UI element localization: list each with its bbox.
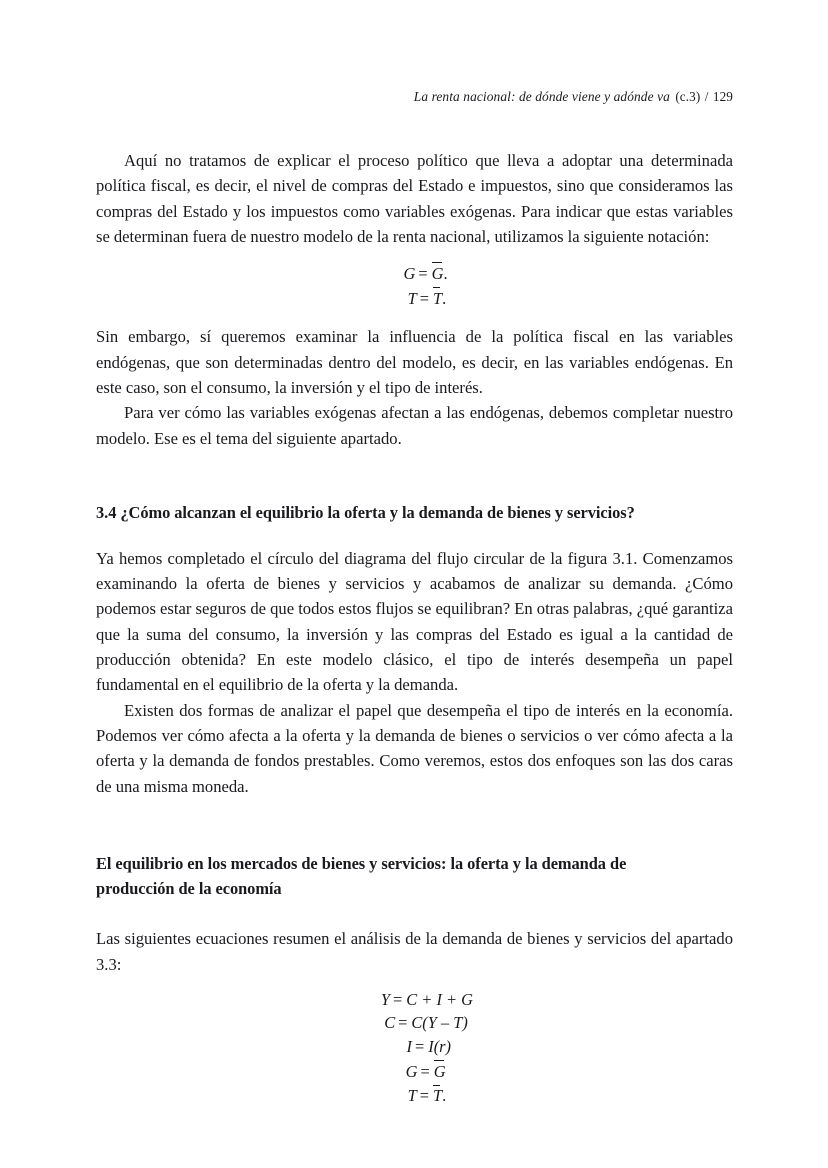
paragraph-5: Existen dos formas de analizar el papel que desempeña el tipo de interés en la economía. Podemos ver cómo afecta a la oferta y la demanda de bienes o servicios o ver cómo afecta a la oferta y la demanda de fondos prestables. Como veremos, estos dos enfoques son las dos caras de una misma moneda. — [96, 700, 733, 796]
paragraph-3: Para ver cómo las variables exógenas afectan a las endógenas, debemos completar nuestro modelo. Ese es el tema del siguiente apartado. — [96, 403, 733, 448]
equation-equals: = — [418, 264, 428, 284]
equation-equals: = — [414, 1037, 425, 1057]
paragraph-1: Aquí no tratamos de explicar el proceso político que lleva a adoptar una determinada política fiscal, es decir, el nivel de compras del Estado e impuestos, sino que consideramos las compras del Estado y los impuestos como variables exógenas. Para indicar que estas variables se determinan fuera de nuestro modelo de la renta nacional, utilizamos la siguiente notación: — [96, 151, 733, 246]
subsection-heading — [96, 851, 733, 901]
overbar-variable: T — [433, 286, 442, 311]
equation-equals: = — [398, 1013, 408, 1033]
equation-t-bar-2 — [383, 1083, 446, 1108]
equation-equals: = — [393, 989, 403, 1009]
equation-lhs: C — [384, 1013, 396, 1033]
equation-i — [378, 1035, 451, 1059]
equation-t-bar — [383, 286, 446, 311]
equation-rhs — [434, 1059, 446, 1084]
paragraph-6: Las siguientes ecuaciones resumen el análisis de la demanda de bienes y servicios del apartado 3.3: — [96, 929, 733, 974]
equation-lhs: G — [405, 1061, 418, 1081]
overbar-variable: T — [433, 1083, 442, 1108]
equation-block-fiscal-notation — [96, 261, 733, 310]
equation-trailing-punctuation: . — [442, 288, 447, 308]
equation-lhs: G — [403, 264, 416, 284]
equation-rhs — [433, 1083, 446, 1108]
paragraph-2: Sin embargo, sí queremos examinar la influencia de la política fiscal en las variables endógenas, que son determinadas dentro del modelo, es decir, en las variables endógenas. En este caso, son el consumo, la inversión y el tipo de interés. — [96, 327, 733, 397]
equation-y — [356, 988, 473, 1012]
equation-block-model-summary — [96, 988, 733, 1108]
equation-g-bar-2 — [383, 1059, 445, 1084]
equation-lhs: T — [407, 1086, 417, 1106]
equation-trailing-punctuation: . — [442, 1086, 447, 1106]
overbar-variable: G — [434, 1059, 446, 1084]
running-head-title: La renta nacional: de dónde viene y adónde va — [413, 89, 670, 104]
equation-rhs: C(Y – T) — [411, 1013, 468, 1033]
running-head-chapter: (c.3) — [675, 89, 701, 104]
equation-equals: = — [419, 288, 429, 308]
overbar-variable: G — [432, 261, 444, 286]
paragraph-4: Ya hemos completado el círculo del diagrama del flujo circular de la figura 3.1. Comenzamos examinando la oferta de bienes y servicios y acabamos de analizar su demanda. ¿Cómo podemos estar seguros de que todos estos flujos se equilibran? En otras palabras, ¿qué garantiza que la suma del consumo, la inversión y las compras del Estado es igual a la cantidad de producción obtenida? En este modelo clásico, el tipo de interés desempeña un papel fundamental en el equilibrio de la oferta y la demanda. — [96, 548, 733, 695]
equation-rhs: I(r) — [428, 1037, 451, 1057]
equation-equals: = — [419, 1086, 429, 1106]
equation-c — [361, 1011, 468, 1035]
equation-rhs: C + I + G — [406, 989, 473, 1009]
page-content — [96, 88, 733, 1108]
equation-trailing-punctuation: . — [443, 264, 448, 284]
running-head-page-number: 129 — [712, 89, 733, 104]
equation-g-bar — [381, 261, 447, 286]
section-heading-3-4: 3.4 ¿Cómo alcanzan el equilibrio la oferta y la demanda de bienes y servicios? — [96, 502, 635, 522]
spacer-after-subsection-heading — [96, 901, 733, 926]
running-head: La renta nacional: de dónde viene y adónde va (c.3) / 129 — [413, 89, 733, 104]
equation-rhs — [433, 286, 446, 311]
spacer-before-section-heading — [96, 451, 733, 501]
equation-equals: = — [420, 1061, 430, 1081]
equation-lhs: Y — [380, 989, 390, 1009]
subsection-heading-line-2: producción de la economía — [96, 879, 282, 899]
equation-rhs — [432, 261, 448, 286]
spacer-after-section-heading — [96, 524, 733, 546]
spacer-before-subsection-heading — [96, 799, 733, 851]
equation-lhs: I — [406, 1037, 412, 1057]
subsection-heading-line-1: El equilibrio en los mercados de bienes y servicios: la oferta y la demanda de — [96, 853, 627, 873]
equation-lhs: T — [407, 288, 417, 308]
